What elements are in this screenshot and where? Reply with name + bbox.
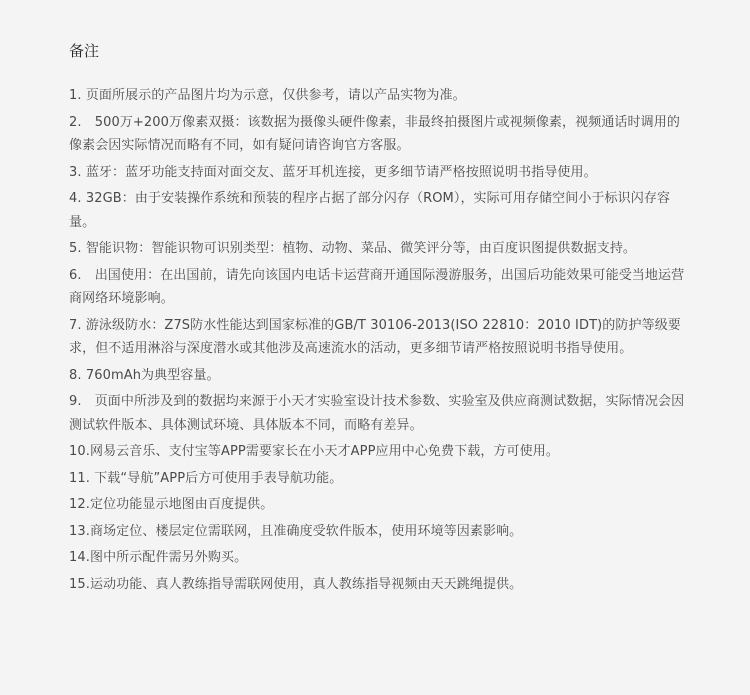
notes-title: 备注 xyxy=(69,42,100,60)
note-item-1: 1. 页面所展示的产品图片均为示意，仅供参考，请以产品实物为准。 xyxy=(69,88,466,103)
note-item-12: 12.定位功能显示地图由百度提供。 xyxy=(69,497,274,512)
note-item-11: 11. 下载“导航”APP后方可使用手表导航功能。 xyxy=(69,470,343,486)
note-item-10: 10.网易云音乐、支付宝等APP需要家长在小天才APP应用中心免费下载，方可使用。 xyxy=(69,444,559,459)
note-item-9: 9. 页面中所涉及到的数据均来源于小天才实验室设计技术参数、实验室及供应商测试数据，实际情况会因测试软件版本、具体测试环境、具体版本不同，而略有差异。 xyxy=(69,394,685,433)
notes-list xyxy=(69,84,686,596)
note-item-15: 15.运动功能、真人教练指导需联网使用，真人教练指导视频由天天跳绳提供。 xyxy=(69,576,523,592)
note-item-5: 5. 智能识物：智能识物可识别类型：植物、动物、菜品、微笑评分等，由百度识图提供数据支持。 xyxy=(69,241,637,256)
note-item-4: 4. 32GB：由于安装操作系统和预装的程序占据了部分闪存（ROM），实际可用存储空间小于标识闪存容量。 xyxy=(69,191,671,230)
note-item-14: 14.图中所示配件需另外购买。 xyxy=(69,550,248,565)
note-item-2: 2. 500万+200万像素双摄：该数据为摄像头硬件像素，非最终拍摄图片或视频像素，视频通话时调用的像素会因实际情况而略有不同，如有疑问请咨询官方客服。 xyxy=(69,114,680,153)
note-item-6: 6. 出国使用：在出国前，请先向该国内电话卡运营商开通国际漫游服务，出国后功能效果可能受当地运营商网络环境影响。 xyxy=(69,267,685,306)
note-item-7: 7. 游泳级防水：Z7S防水性能达到国家标准的GB/T 30106-2013(ISO 22810：2010 IDT)的防护等级要求，但不适用淋浴与深度潜水或其他涉及高速流水的活动，更多细节请严格按照说明书指导使用。 xyxy=(69,317,681,356)
note-item-3: 3. 蓝牙：蓝牙功能支持面对面交友、蓝牙耳机连接，更多细节请严格按照说明书指导使用。 xyxy=(69,164,597,180)
note-item-8: 8. 760mAh为典型容量。 xyxy=(69,367,220,383)
note-item-13: 13.商场定位、楼层定位需联网，且准确度受软件版本，使用环境等因素影响。 xyxy=(69,523,523,539)
